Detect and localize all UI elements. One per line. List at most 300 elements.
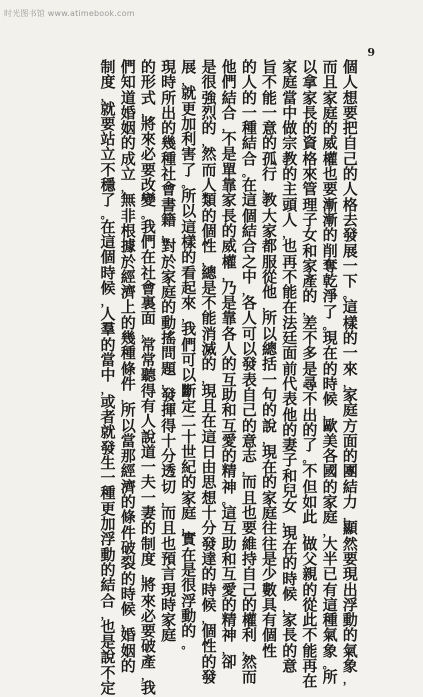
text-char: 形 — [140, 73, 156, 92]
text-char: ， — [161, 375, 173, 389]
text-char: 了 — [302, 436, 318, 455]
text-char: 乾 — [322, 272, 338, 291]
text-char: 之 — [241, 252, 257, 271]
text-char: 更 — [100, 499, 116, 518]
text-char: 非 — [120, 206, 136, 225]
text-char: 不 — [282, 267, 298, 286]
text-char: 子 — [302, 210, 318, 229]
text-char: 的 — [140, 58, 156, 76]
text-char: 要 — [100, 114, 116, 133]
text-char: 家 — [161, 267, 177, 286]
text-char: 要 — [342, 103, 358, 122]
text-char: 象 — [322, 641, 338, 660]
text-char: 往 — [262, 519, 278, 538]
text-char: 這 — [181, 217, 197, 236]
text-char: 家 — [181, 488, 197, 507]
text-char: ， — [181, 310, 193, 324]
text-char: 常 — [140, 351, 156, 370]
text-char: 是 — [201, 278, 217, 297]
text-char: 意 — [262, 119, 278, 138]
text-char: 象 — [342, 656, 358, 675]
text-char: 然 — [241, 652, 257, 671]
text-char: 合 — [100, 591, 116, 610]
text-char: 這 — [322, 595, 338, 614]
text-char: 而 — [201, 160, 217, 179]
text-char: 在 — [181, 545, 197, 564]
text-char: 來 — [140, 130, 156, 149]
text-char: 一 — [140, 458, 156, 477]
text-char: 的 — [100, 560, 116, 579]
text-char: 現 — [161, 580, 177, 599]
text-char: 的 — [342, 447, 358, 466]
text-char: 也 — [322, 165, 338, 184]
text-column — [260, 58, 279, 660]
text-char: 性 — [262, 641, 278, 660]
text-char: 以 — [181, 202, 197, 221]
text-char: 的 — [241, 88, 257, 107]
text-char: 種 — [322, 611, 338, 630]
text-char: 。 — [100, 207, 112, 221]
text-char: 的 — [221, 595, 237, 614]
text-char: 題 — [161, 359, 177, 378]
text-char: 的 — [302, 119, 318, 138]
text-char: 經 — [120, 462, 136, 481]
text-char: ， — [100, 89, 112, 103]
text-char: 已 — [322, 565, 338, 584]
text-char: 大 — [322, 534, 338, 553]
text-char: 而 — [241, 667, 257, 686]
text-char: 上 — [120, 298, 136, 317]
text-char: 發 — [241, 355, 257, 374]
text-char: 出 — [342, 580, 358, 599]
text-char: ， — [181, 74, 193, 88]
text-char: 行 — [262, 165, 278, 184]
text-char: 這 — [100, 232, 116, 251]
text-char: 個 — [201, 622, 217, 641]
text-char: 種 — [120, 344, 136, 363]
text-char: 自 — [241, 385, 257, 404]
text-char: ， — [100, 607, 112, 621]
text-char: 的 — [342, 626, 358, 645]
text-char: 靠 — [221, 176, 237, 195]
text-char: 和 — [302, 241, 318, 260]
text-char: 發 — [342, 226, 358, 245]
text-char: ， — [282, 513, 294, 527]
text-char: 十 — [161, 431, 177, 450]
text-char: 的 — [120, 493, 136, 512]
text-char: 社 — [161, 165, 177, 184]
text-char: 產 — [302, 272, 318, 291]
text-char: 了 — [100, 191, 116, 210]
text-char: 也 — [282, 237, 298, 256]
text-char: 十 — [201, 504, 217, 523]
text-char: 。 — [140, 207, 152, 221]
text-char: ， — [241, 463, 253, 477]
text-char: 妻 — [140, 504, 156, 523]
text-char: 再 — [302, 656, 318, 675]
text-char: 變 — [140, 191, 156, 210]
text-char: 庭 — [262, 504, 278, 523]
text-char: 個 — [262, 626, 278, 645]
text-char: 二 — [181, 412, 197, 431]
text-char: 國 — [322, 462, 338, 481]
text-char: 會 — [161, 180, 177, 199]
text-char: ， — [140, 668, 152, 682]
text-char: 合 — [241, 237, 257, 256]
text-char: 人 — [241, 73, 257, 92]
text-char: 人 — [241, 309, 257, 328]
text-char: 在 — [241, 176, 257, 195]
text-char: 。 — [221, 494, 233, 508]
text-char: 靠 — [221, 309, 237, 328]
text-char: 精 — [221, 611, 237, 630]
text-char: 日 — [201, 442, 217, 461]
text-char: 式 — [140, 88, 156, 107]
text-char: 前 — [282, 359, 298, 378]
text-char: 的 — [322, 226, 338, 245]
text-char: 和 — [221, 549, 237, 568]
text-char: 所 — [262, 309, 278, 328]
text-char: 頭 — [282, 195, 298, 214]
text-char: 穩 — [100, 176, 116, 195]
text-char: 展 — [342, 241, 358, 260]
text-char: 將 — [140, 114, 156, 133]
text-char: 現 — [282, 523, 298, 542]
text-char: 這 — [241, 191, 257, 210]
text-char: 定 — [100, 678, 116, 697]
text-char: 時 — [161, 73, 177, 92]
text-char: 精 — [221, 462, 237, 481]
text-char: 時 — [282, 569, 298, 588]
text-char: 樣 — [181, 232, 197, 251]
text-char: 度 — [140, 549, 156, 568]
text-char: 家 — [302, 88, 318, 107]
text-char: 家 — [282, 58, 298, 76]
text-char: 以 — [181, 366, 197, 385]
text-char: 己 — [342, 149, 358, 168]
text-char: 分 — [161, 447, 177, 466]
text-char: 尋 — [302, 374, 318, 393]
text-char: 立 — [100, 145, 116, 164]
text-char: 想 — [342, 88, 358, 107]
text-char: ， — [241, 284, 253, 298]
text-char: 是 — [221, 294, 237, 313]
text-char: 且 — [201, 396, 217, 415]
text-char: 。 — [241, 166, 253, 180]
text-char: 或 — [100, 392, 116, 411]
text-char: 的 — [342, 165, 358, 184]
text-char: 人 — [342, 73, 358, 92]
text-char: 代 — [282, 374, 298, 393]
text-char: 浮 — [342, 595, 358, 614]
text-char: 社 — [140, 263, 156, 282]
text-char: 在 — [140, 248, 156, 267]
text-char: 的 — [302, 580, 318, 599]
text-char: ， — [161, 494, 173, 508]
text-char: 經 — [120, 267, 136, 286]
text-char: ， — [201, 135, 213, 149]
text-char: ， — [302, 303, 314, 317]
text-char: 的 — [201, 206, 217, 225]
text-char: ， — [342, 509, 354, 523]
text-char: 現 — [322, 329, 338, 348]
text-char: 庭 — [282, 73, 298, 92]
text-char: 濟 — [120, 477, 136, 496]
text-char: 說 — [262, 416, 278, 435]
text-char: 把 — [342, 119, 358, 138]
text-char: 的 — [201, 355, 217, 374]
text-char: 得 — [140, 381, 156, 400]
text-char: 家 — [161, 611, 177, 630]
text-char: 的 — [322, 477, 338, 496]
text-char: 裂 — [120, 554, 136, 573]
text-char: 氣 — [322, 626, 338, 645]
text-char: 長 — [302, 103, 318, 122]
text-char: 想 — [201, 488, 217, 507]
text-char: 加 — [181, 114, 197, 133]
text-char: 的 — [262, 134, 278, 153]
text-char: 不 — [302, 462, 318, 481]
text-char: 中 — [241, 267, 257, 286]
text-char: ， — [282, 227, 294, 241]
text-char: 候 — [120, 600, 136, 619]
text-char: 不 — [100, 160, 116, 179]
text-char: 現 — [161, 58, 177, 76]
text-char: 削 — [322, 241, 338, 260]
text-char: 的 — [201, 565, 217, 584]
text-char: 動 — [181, 606, 197, 625]
text-char: 服 — [262, 252, 278, 271]
text-char: 搖 — [161, 329, 177, 348]
text-char: 出 — [161, 103, 177, 122]
text-char: 們 — [221, 73, 237, 92]
text-char: 聽 — [140, 366, 156, 385]
vertical-text-block — [76, 58, 360, 697]
text-char: 時 — [120, 584, 136, 603]
text-char: 顯 — [342, 519, 358, 538]
text-char: 要 — [140, 160, 156, 179]
text-char: 但 — [302, 477, 318, 496]
text-char: 少 — [262, 565, 278, 584]
text-char: 奪 — [322, 256, 338, 275]
text-char: 們 — [140, 232, 156, 251]
text-char: 了 — [181, 160, 197, 179]
text-char: 常 — [140, 335, 156, 354]
text-char: 再 — [282, 252, 298, 271]
text-char: 是 — [181, 560, 197, 579]
text-char: 的 — [120, 569, 136, 588]
text-char: 家 — [221, 191, 237, 210]
text-char: 歐 — [322, 416, 338, 435]
text-char: 意 — [282, 656, 298, 675]
text-char: 會 — [140, 278, 156, 297]
text-char: 必 — [140, 145, 156, 164]
text-char: ， — [342, 375, 354, 389]
text-char: 的 — [120, 656, 136, 675]
text-char: 在 — [282, 298, 298, 317]
text-char: 得 — [161, 416, 177, 435]
text-char: 個 — [201, 221, 217, 240]
text-char: 我 — [140, 217, 156, 236]
text-char: 姻 — [120, 119, 136, 138]
text-char: 種 — [161, 149, 177, 168]
text-char: 下 — [342, 272, 358, 291]
text-char: 們 — [181, 335, 197, 354]
text-char: 維 — [241, 534, 257, 553]
text-char: 滅 — [201, 340, 217, 359]
text-char: 互 — [221, 565, 237, 584]
text-char: ， — [262, 432, 274, 446]
text-char: 各 — [241, 294, 257, 313]
text-char: 不 — [201, 294, 217, 313]
text-char: 紀 — [181, 458, 197, 477]
text-char: ， — [201, 612, 213, 626]
text-char: 動 — [342, 611, 358, 630]
text-char: 當 — [282, 88, 298, 107]
page-number: 9 — [367, 46, 375, 59]
text-char: 的 — [282, 641, 298, 660]
text-char: 消 — [201, 324, 217, 343]
text-column — [179, 58, 198, 652]
text-char: ， — [140, 104, 152, 118]
text-char: 家 — [302, 256, 318, 275]
text-char: 也 — [100, 617, 116, 636]
text-char: 的 — [201, 119, 217, 138]
text-char: 自 — [342, 134, 358, 153]
text-char: 己 — [241, 580, 257, 599]
text-char: 動 — [100, 545, 116, 564]
text-char: 能 — [302, 641, 318, 660]
text-char: 發 — [201, 667, 217, 686]
text-char: 半 — [322, 549, 338, 568]
text-char: 候 — [282, 584, 298, 603]
text-char: 一 — [342, 344, 358, 363]
text-char: 。 — [322, 319, 334, 333]
text-char: 們 — [120, 58, 136, 76]
text-char: 是 — [221, 145, 237, 164]
text-char: 女 — [302, 226, 318, 245]
text-char: 由 — [201, 458, 217, 477]
text-char: 以 — [120, 416, 136, 435]
text-char: 要 — [241, 519, 257, 538]
text-char: 而 — [241, 473, 257, 492]
text-char: 表 — [241, 370, 257, 389]
text-char: 個 — [100, 248, 116, 267]
text-char: 羣 — [100, 320, 116, 339]
text-char: 件 — [120, 374, 136, 393]
text-char: 在 — [322, 344, 338, 363]
text-char: 去 — [342, 210, 358, 229]
text-char: 數 — [262, 580, 278, 599]
text-char: 家 — [282, 611, 298, 630]
text-char: 透 — [161, 462, 177, 481]
text-char: 人 — [221, 340, 237, 359]
text-char: 破 — [120, 538, 136, 557]
text-char: 兒 — [282, 482, 298, 501]
text-char: 他 — [282, 405, 298, 424]
text-char: 說 — [140, 427, 156, 446]
text-char: 結 — [100, 576, 116, 595]
text-char: 從 — [262, 267, 278, 286]
text-char: ， — [302, 524, 314, 538]
text-column — [240, 58, 259, 686]
text-char: 宗 — [282, 134, 298, 153]
text-char: 家 — [342, 385, 358, 404]
text-char: ， — [322, 406, 334, 420]
text-char: ， — [221, 642, 233, 656]
text-char: 這 — [342, 298, 358, 317]
text-char: 展 — [181, 58, 197, 76]
text-char: 幾 — [120, 329, 136, 348]
text-char: 這 — [221, 504, 237, 523]
text-char: 人 — [282, 210, 298, 229]
text-char: 人 — [342, 180, 358, 199]
text-char: 度 — [100, 73, 116, 92]
text-char: 不 — [302, 329, 318, 348]
text-char: 制 — [140, 534, 156, 553]
text-char: 權 — [241, 611, 257, 630]
text-char: 卻 — [221, 652, 237, 671]
text-char: 個 — [342, 58, 358, 76]
text-char: 他 — [262, 283, 278, 302]
text-char: 句 — [262, 385, 278, 404]
text-char: 從 — [302, 595, 318, 614]
text-char: 在 — [201, 412, 217, 431]
text-char: 。 — [302, 452, 314, 466]
text-char: 利 — [241, 626, 257, 645]
text-char: 濟 — [120, 283, 136, 302]
text-char: 言 — [161, 565, 177, 584]
text-char: 在 — [100, 217, 116, 236]
text-char: 總 — [201, 263, 217, 282]
text-char: 揮 — [161, 401, 177, 420]
text-char: ， — [120, 181, 132, 195]
text-char: 面 — [140, 309, 156, 328]
text-char: 姻 — [120, 641, 136, 660]
text-char: 所 — [120, 401, 136, 420]
text-char: 面 — [282, 344, 298, 363]
text-char: 助 — [221, 385, 237, 404]
text-char: 廷 — [282, 329, 298, 348]
text-char: 性 — [201, 237, 217, 256]
text-char: 。 — [181, 638, 193, 652]
text-char: 能 — [262, 88, 278, 107]
text-char: 我 — [140, 678, 156, 697]
text-char: 要 — [322, 180, 338, 199]
text-char: 知 — [120, 73, 136, 92]
text-char: 起 — [181, 278, 197, 297]
text-column — [199, 58, 218, 686]
text-char: ， — [221, 120, 233, 134]
text-char: ， — [322, 524, 334, 538]
text-char: 的 — [181, 622, 197, 641]
text-char: 表 — [282, 390, 298, 409]
text-char: 而 — [322, 58, 338, 76]
text-char: 於 — [120, 252, 136, 271]
text-char: ， — [161, 227, 173, 241]
text-char: 來 — [302, 165, 318, 184]
text-char: 改 — [140, 176, 156, 195]
text-char: 此 — [302, 508, 318, 527]
text-char: 方 — [342, 416, 358, 435]
text-char: 現 — [262, 442, 278, 461]
text-char: 候 — [201, 595, 217, 614]
text-char: 不 — [262, 73, 278, 92]
text-char: 的 — [282, 554, 298, 573]
text-char: 庭 — [322, 508, 338, 527]
text-char: 和 — [282, 466, 298, 485]
text-char: 子 — [282, 451, 298, 470]
